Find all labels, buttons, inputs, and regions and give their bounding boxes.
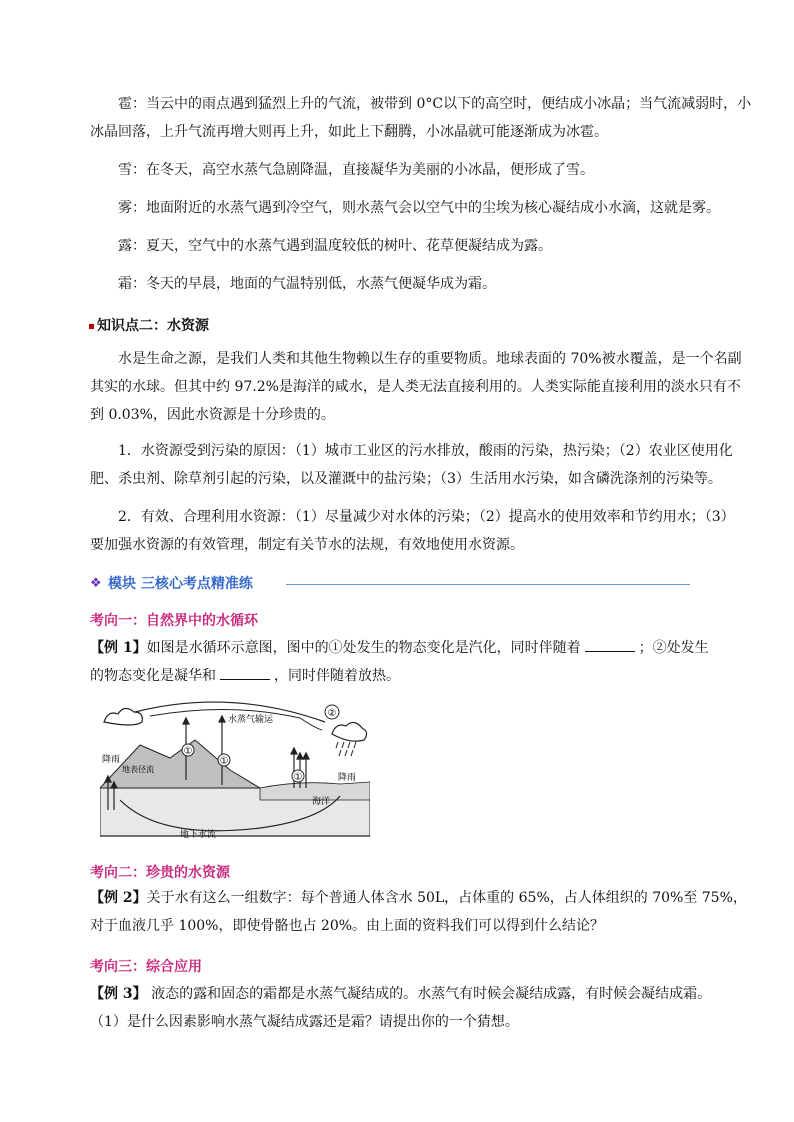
label-transport: 水蒸气输运 (228, 715, 274, 725)
marker-1c-label: ① (293, 772, 303, 783)
paragraph-hail: 雹：当云中的雨点遇到猛烈上升的气流，被带到 0°C以下的高空时，便结成小冰晶；当气流减弱时，小 冰晶回落，上升气流再增大则再上升，如此上下翻腾，小冰晶就可能逐渐成为冰雹。 (90, 96, 752, 140)
paragraph-pollution-causes: 1．水资源受到污染的原因：（1）城市工业区的污水排放，酸雨的污染，热污染；（2）农业区使用化 肥、杀虫剂、除草剂引起的污染，以及灌溉中的盐污染；（3）生活用水污染，如含磷洗涤剂的污染等。 (90, 443, 733, 487)
label-runoff: 地表径流 (122, 765, 154, 774)
example-1-label: 【例 1】 (90, 640, 147, 656)
direction2-heading: 考向二：珍贵的水资源 (90, 865, 230, 881)
example-2-label: 【例 2】 (90, 890, 147, 906)
direction1-heading: 考向一：自然界中的水循环 (90, 613, 258, 629)
paragraph-frost: 霜：冬天的早晨，地面的气温特别低，水蒸气便凝华成为霜。 (118, 276, 496, 292)
paragraph-dew: 露：夏天，空气中的水蒸气遇到温度较低的树叶、花草便凝结成为露。 (118, 238, 552, 254)
transport-arc-inner (150, 709, 300, 718)
paragraph-water-intro: 水是生命之源，是我们人类和其他生物赖以生存的重要物质。地球表面的 70%被水覆盖，是一个名副 其实的水球。但其中约 97.2%是海洋的咸水，是人类无法直接利用的。人类实际能直接利用的淡水只有不 到 0.03%，因此水资源是十分珍贵的。 (90, 351, 742, 423)
double-arrow-icon: ❖ (90, 576, 102, 591)
example-1: 【例 1】如图是水循环示意图，图中的①处发生的物态变化是汽化，同时伴随着 ；②处发生 的物态变化是凝华和 ，同时伴随着放热。 (90, 634, 730, 690)
paragraph-water-use: 2．有效、合理利用水资源：（1）尽量减少对水体的污染；（2）提高水的使用效率和节约用水；（3） 要加强水资源的有效管理，制定有关节水的法规，有效地使用水资源。 (90, 509, 735, 553)
example-2: 【例 2】关于水有这么一组数字：每个普通人体含水 50L，占体重的 65%，占人体组织的 70%至 75%， 对于血液几乎 100%，即使骨骼也占 20%。由上面的资料我们可以得到什么结论？ (90, 890, 747, 934)
answer-blank-1[interactable] (585, 637, 635, 652)
paragraph-fog: 雾：地面附近的水蒸气遇到冷空气，则水蒸气会以空气中的尘埃为核心凝结成小水滴，这就是雾。 (118, 200, 720, 216)
water-cycle-diagram (100, 700, 370, 840)
marker-2-label: ② (327, 708, 337, 719)
example-3-label: 【例 3】 (90, 986, 147, 1002)
module-title: 模块 三核心考点精准练 (108, 576, 253, 592)
marker-1b-label: ① (219, 756, 229, 767)
paragraph-snow: 雪：在冬天，高空水蒸气急剧降温，直接凝华为美丽的小冰晶，便形成了雪。 (118, 162, 594, 178)
mountain-shape (100, 740, 260, 788)
answer-blank-2[interactable] (220, 665, 270, 680)
label-groundwater: 地下水流 (180, 830, 217, 840)
rain-drops (336, 742, 356, 756)
label-rain-left: 降雨 (102, 755, 121, 765)
direction3-heading: 考向三：综合应用 (90, 959, 202, 975)
marker-1-label: ① (183, 746, 193, 757)
knowledge-point-heading: 知识点二：水资源 (89, 315, 209, 335)
label-rain-right: 降雨 (338, 773, 357, 783)
red-square-icon (89, 324, 94, 329)
left-cloud-shape (104, 708, 142, 725)
right-cloud-shape (332, 722, 367, 741)
example-3: 【例 3】 液态的露和固态的霜都是水蒸气凝结成的。水蒸气有时候会凝结成露，有时候会凝结成霜。 （1）是什么因素影响水蒸气凝结成露还是霜？请提出你的一个猜想。 (90, 986, 712, 1030)
divider (286, 584, 690, 585)
module-banner (90, 573, 610, 595)
label-ocean: 海洋 (312, 797, 331, 807)
